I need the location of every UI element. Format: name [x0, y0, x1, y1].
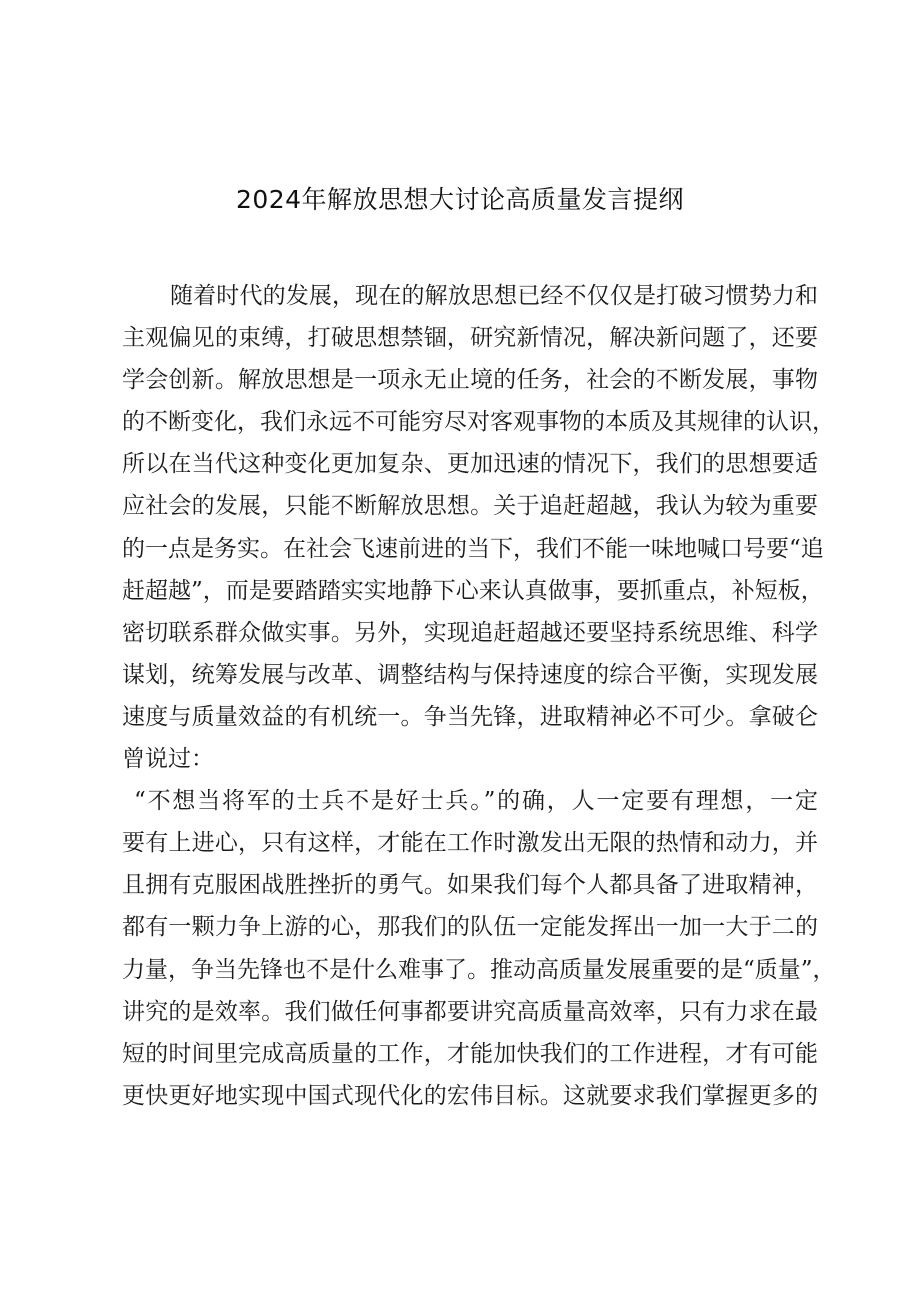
body-line: 的一点是务实。在社会飞速前进的当下，我们不能一味地喊口号要“追: [122, 535, 824, 562]
body-line: 力量，争当先锋也不是什么难事了。推动高质量发展重要的是“质量”，: [122, 956, 836, 983]
body-line: 的不断变化，我们永远不可能穷尽对客观事物的本质及其规律的认识，: [122, 409, 835, 436]
body-line: 要有上进心，只有这样，才能在工作时激发出无限的热情和动力，并: [122, 830, 818, 857]
body-line: 短的时间里完成高质量的工作，才能加快我们的工作进程，才有可能: [122, 1040, 818, 1067]
body-line: 随着时代的发展，现在的解放思想已经不仅仅是打破习惯势力和: [170, 283, 818, 309]
body-line: 密切联系群众做实事。另外，实现追赶超越还要坚持系统思维、科学: [122, 619, 818, 646]
body-line: 赶超越”，而是要踏踏实实地静下心来认真做事，要抓重点，补短板，: [122, 577, 824, 604]
body-line: 且拥有克服困战胜挫折的勇气。如果我们每个人都具备了进取精神，: [122, 872, 818, 899]
body-line: 速度与质量效益的有机统一。争当先锋，进取精神必不可少。拿破仑: [122, 703, 818, 730]
body-line: 都有一颗力争上游的心，那我们的队伍一定能发挥出一加一大于二的: [122, 914, 818, 941]
body-line: 所以在当代这种变化更加复杂、更加迅速的情况下，我们的思想要适: [122, 451, 818, 478]
body-line: “不想当将军的士兵不是好士兵。”的确，人一定要有理想，一定: [134, 788, 818, 815]
body-line: 应社会的发展，只能不断解放思想。关于追赶超越，我认为较为重要: [122, 493, 818, 520]
document-body: [122, 275, 836, 1117]
body-line: 谋划，统筹发展与改革、调整结构与保持速度的综合平衡，实现发展: [122, 661, 818, 688]
body-line: 更快更好地实现中国式现代化的宏伟目标。这就要求我们掌握更多的: [122, 1082, 818, 1109]
document-title: 2024年解放思想大讨论高质量发言提纲: [235, 185, 685, 214]
body-line: 主观偏见的束缚，打破思想禁锢，研究新情况，解决新问题了，还要: [122, 325, 818, 352]
body-line: 学会创新。解放思想是一项永无止境的任务，社会的不断发展，事物: [122, 367, 818, 394]
body-line: 曾说过：: [122, 746, 214, 773]
body-line: 讲究的是效率。我们做任何事都要讲究高质量高效率，只有力求在最: [122, 998, 818, 1025]
